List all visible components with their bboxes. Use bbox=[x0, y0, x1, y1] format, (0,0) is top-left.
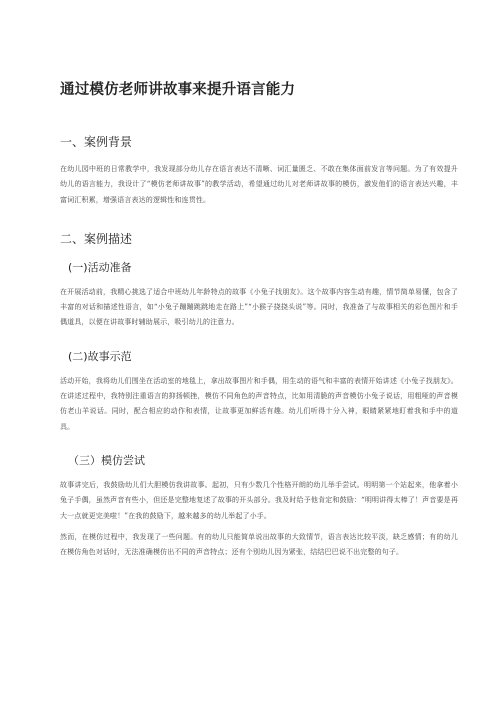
subsection-heading-preparation: (一)活动准备 bbox=[68, 260, 132, 274]
paragraph-imitation-2: 然而，在模仿过程中，我发现了一些问题。有的幼儿只能简单说出故事的大致情节，语言表达比较平淡，缺乏感情；有的幼儿在模仿角色对话时，无法准确模仿出不同的声音特点；还有个别幼儿因为紧张，结结巴巴说不出完整的句子。 bbox=[60, 532, 458, 557]
paragraph-background: 在幼儿园中班的日常教学中，我发现部分幼儿存在语言表达不清晰、词汇量匮乏、不敢在集体面前发言等问题。为了有效提升幼儿的语言能力，我设计了“模仿老师讲故事”的教学活动，希望通过幼儿对老师讲故事的模仿，激发他们的语言表达兴趣，丰富词汇积累，增强语言表达的逻辑性和连贯性。 bbox=[60, 165, 458, 204]
subsection-heading-imitation: （三）模仿尝试 bbox=[68, 453, 145, 467]
paragraph-imitation-1: 故事讲完后，我鼓励幼儿们大胆模仿我讲故事。起初，只有少数几个性格开朗的幼儿举手尝试。明明第一个站起来，他拿着小兔子手偶，虽然声音有些小，但还是完整地复述了故事的开头部分。我及时给予他肯定和鼓励：“明明讲得太棒了！声音要是再大一点就更完美啦！”在我的鼓励下，越来越多的幼儿举起了小手。 bbox=[60, 480, 458, 520]
document-title: 通过模仿老师讲故事来提升语言能力 bbox=[60, 82, 296, 98]
subsection-heading-demonstration: (二)故事示范 bbox=[68, 349, 132, 363]
section-heading-description: 二、案例描述 bbox=[60, 231, 133, 246]
section-heading-background: 一、案例背景 bbox=[60, 135, 133, 149]
paragraph-preparation: 在开展活动前，我精心挑选了适合中班幼儿年龄特点的故事《小兔子找朋友》。这个故事内容生动有趣，情节简单易懂，包含了丰富的对话和描述性语言，如“小兔子蹦蹦跳跳地走在路上”“小猴子挠挠头说”等。同时，我准备了与故事相关的彩色图片和手偶道具，以便在讲故事时辅助展示，吸引幼儿的注意力。 bbox=[60, 287, 458, 327]
paragraph-demonstration: 活动开始，我将幼儿们围坐在活动室的地毯上，拿出故事图片和手偶，用生动的语气和丰富的表情开始讲述《小兔子找朋友》。在讲述过程中，我特别注重语言的抑扬顿挫，模仿不同角色的声音特点，比如用清脆的声音模仿小兔子说话，用粗哑的声音模仿老山羊说话。同时，配合相应的动作和表情，让故事更加鲜活有趣。幼儿们听得十分入神，眼睛紧紧地盯着我和手中的道具。 bbox=[60, 376, 458, 431]
